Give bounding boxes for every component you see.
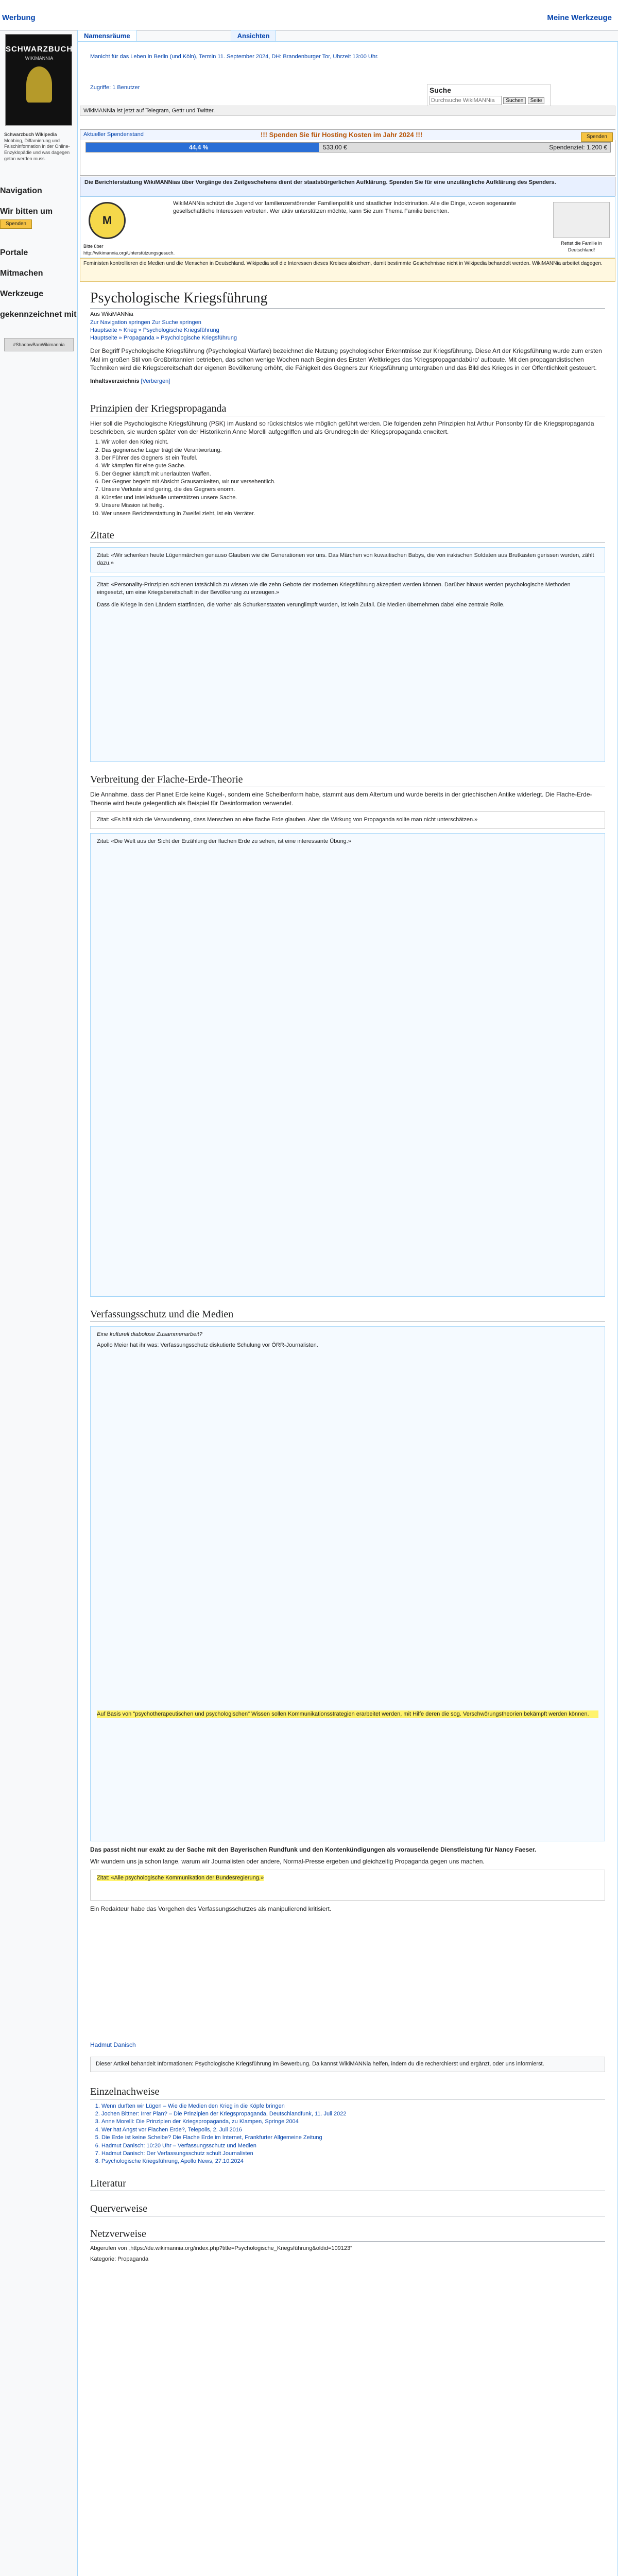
fund-percent: 44,4 % <box>189 144 209 151</box>
meta-line <box>90 53 605 61</box>
list-item: 4. Wir kämpfen für eine gute Sache. <box>101 462 605 470</box>
site-logo[interactable] <box>5 34 72 126</box>
category-link[interactable]: Kategorie: Propaganda <box>90 2256 149 2263</box>
namespace-tabs <box>77 30 277 41</box>
info-image-caption: Rettet die Familie in Deutschland! <box>561 241 602 252</box>
main-content <box>77 41 618 2576</box>
sidebar-werkzeuge[interactable] <box>0 289 77 300</box>
reference-item[interactable]: 5. Die Erde ist keine Scheibe? Die Flache Erde im Internet, Frankfurter Allgemeine Zeitung <box>101 2134 605 2142</box>
tab-ansichten[interactable]: Ansichten <box>231 30 277 41</box>
logo-subtitle: WIKIMANNIA <box>25 56 54 61</box>
go-button[interactable]: Seite <box>528 97 545 104</box>
quote-block-2 <box>90 577 605 762</box>
section-netzverweise: Netzverweise <box>90 2227 605 2242</box>
mitmachen-heading[interactable]: Mitmachen <box>0 269 43 278</box>
references-list <box>90 2103 605 2166</box>
gekennzeichnet-heading: gekennzeichnet mit <box>0 310 77 319</box>
top-bar <box>0 0 618 31</box>
jump-links[interactable]: Zur Navigation springen Zur Suche springen <box>90 319 201 326</box>
meine-werkzeuge-link[interactable]: Meine Werkzeuge <box>547 13 612 22</box>
search-label: Suche <box>430 86 452 94</box>
fund-amount: 533,00 € <box>323 144 347 151</box>
more-info-text: Dieser Artikel behandelt Informationen: Psychologische Kriegsführung im Bewerbung. Da kannst WikiMANNia helfen, indem du die recherchierst und ergänzt, oder uns informierst. <box>96 2061 544 2067</box>
prinzipien-list <box>90 438 605 518</box>
werkzeuge-heading[interactable]: Werkzeuge <box>0 290 44 298</box>
quote-text-cont: Dass die Kriege in den Ländern stattfinden, die vorher als Schurkenstaaten verunglimpft wurden, ist kein Zufall. Die Medien übernehmen dabei eine zentrale Rolle. <box>97 601 505 608</box>
list-item: 9. Unsere Mission ist heilig. <box>101 502 605 510</box>
section-querverweise: Querverweise <box>90 2201 605 2216</box>
verf-author[interactable]: Hadmut Danisch <box>90 2041 136 2049</box>
notice-text: Feministen kontrollieren die Medien und die Menschen in Deutschland. Wikipedia soll die Interessen dieses Kreises absichern, damit bestimmte Geschehnisse nicht in Wikipedia behandelt werden. WikiMANNia arbeitet dagegen. <box>83 261 603 266</box>
fund-progress-bar <box>85 142 611 152</box>
verfassung-quote <box>90 1326 605 1841</box>
section-prinzipien: Prinzipien der Kriegspropaganda <box>90 401 605 416</box>
page-title: Psychologische Kriegsführung <box>90 288 605 309</box>
info-banner <box>80 106 615 116</box>
list-item: 7. Unsere Verluste sind gering, die des Gegners enorm. <box>101 486 605 494</box>
breadcrumb[interactable]: Hauptseite » Krieg » Psychologische Kriegsführung <box>90 327 219 333</box>
nav-heading[interactable]: Navigation <box>0 187 42 195</box>
sidebar-gekennzeichnet <box>0 309 77 320</box>
reference-item[interactable]: 1. Wenn durften wir Lügen – Wie die Medien den Krieg in die Köpfe bringen <box>101 2103 605 2110</box>
info-box <box>80 196 615 258</box>
verf-paragraph-3: Wir wundern uns ja schon lange, warum wir Journalisten oder andere, Normal-Presse ergeben und gleichzeitig Propaganda gegen uns machen. <box>90 1857 485 1865</box>
breadcrumb-2[interactable]: Hauptseite » Propaganda » Psychologische Kriegsführung <box>90 335 237 342</box>
sidebar-note <box>4 132 74 162</box>
meta-line-2 <box>90 84 399 92</box>
quote-text: Zitat: «Alle psychologische Kommunikation der Bundesregierung.» <box>97 1875 264 1882</box>
verf-highlight: Auf Basis von "psychotherapeutischen und psychologischen" Wissen sollen Kommunikationsstrategien erarbeitet werden, mit Hilfe deren die sog. Verschwörungstheorien bekämpft werden können. <box>97 1710 598 1718</box>
source-url[interactable]: Abgerufen von „https://de.wikimannia.org/index.php?title=Psychologische_Kriegsführung&oldid=109123“ <box>90 2245 352 2251</box>
werbung-link[interactable]: Werbung <box>2 13 36 22</box>
prinzipien-paragraph: Hier soll die Psychologische Kriegsführung (PSK) im Ausland so rücksichtslos wie möglich geführt werden. Die folgenden zehn Prinzipien hat Arthur Ponsonby für die Kriegspropaganda beschrieben, sie wurden später von der Historikerin Anne Morelli aufgegriffen und als Grundregeln der Kriegspropaganda erweitert. <box>90 419 594 436</box>
reference-item[interactable]: 8. Psychologische Kriegsführung, Apollo News, 27.10.2024 <box>101 2158 605 2165</box>
figure-icon <box>26 66 52 103</box>
reference-item[interactable]: 3. Anne Morelli: Die Prinzipien der Kriegspropaganda, zu Klampen, Springe 2004 <box>101 2118 605 2126</box>
tab-namensraeume[interactable]: Namensräume <box>77 30 137 41</box>
quote-text: Zitat: «Wir schenken heute Lügenmärchen genauso Glauben wie die Generationen vor uns. Das Märchen von kuwaitischen Babys, die von irakischen Soldaten aus Brutkästen gerissen wurden, zählt dazu.» <box>97 552 594 567</box>
flache-quote-1 <box>90 811 605 828</box>
sidebar <box>0 31 77 2576</box>
verf-bold: Das passt nicht nur exakt zu der Sache mit den Bayerischen Rundfunk und den Kontenkündigungen als vorauseilende Dienstleistung für Nancy Faeser. <box>90 1845 537 1853</box>
meta-zugriffe[interactable]: Zugriffe: 1 Benutzer <box>90 84 140 91</box>
reference-item[interactable]: 7. Hadmut Danisch: Der Verfassungsschutz schult Journalisten <box>101 2150 605 2158</box>
reference-item[interactable]: 4. Wer hat Angst vor Flachen Erde?, Telepolis, 2. Juli 2016 <box>101 2126 605 2134</box>
quote-text: Zitat: «Die Welt aus der Sicht der Erzählung der flachen Erde zu sehen, ist eine interessante Übung.» <box>97 838 351 844</box>
family-image <box>553 202 610 238</box>
info-text: WikiMANNia schützt die Jugend vor familienzerstörender Familienpolitik und staatlicher Indoktrination. Alle die Dinge, wovon sogenannte gesellschaftliche Interessen vertreten. Wer aktiv unterstützen möchte, kann Sie zum Thema Familie berichten. <box>173 200 516 215</box>
fund-title: !!! Spenden Sie für Hosting Kosten im Jahr 2024 !!! <box>261 131 423 139</box>
quote-text: Zitat: «Es hält sich die Verwunderung, dass Menschen an eine flache Erde glauben. Aber die Wirkung von Propaganda sollte man nicht unterschätzen.» <box>97 817 478 823</box>
alert-box <box>80 177 615 196</box>
section-flache-erde: Verbreitung der Flache-Erde-Theorie <box>90 772 605 787</box>
list-item: 2. Das gegnerische Lager trägt die Verantwortung. <box>101 447 605 454</box>
spenden-button[interactable]: Spenden <box>0 219 32 229</box>
section-verfassungsschutz: Verfassungsschutz und die Medien <box>90 1307 605 1322</box>
mannia-logo-icon: M <box>89 202 126 239</box>
meta-termin[interactable]: Manicht für das Leben in Berlin (und Köln), Termin 11. September 2024, DH: Brandenburger Tor, Uhrzeit 13:00 Uhr. <box>90 54 379 60</box>
verf-quote-2 <box>90 1870 605 1901</box>
more-info-box <box>90 2057 605 2072</box>
toc-toggle[interactable]: [Verbergen] <box>141 378 170 385</box>
section-einzelnachweise: Einzelnachweise <box>90 2084 605 2099</box>
list-item: 10. Wer unsere Berichterstattung in Zweifel zieht, ist ein Verräter. <box>101 510 605 518</box>
wir-bitten-heading: Wir bitten um <box>0 207 53 216</box>
fund-aktuell[interactable]: Aktueller Spendenstand <box>83 131 144 138</box>
list-item: 8. Künstler und Intellektuelle unterstützen unsere Sache. <box>101 494 605 502</box>
flache-quote-2 <box>90 833 605 1297</box>
breadcrumb-from: Aus WikiMANNia <box>90 311 133 318</box>
logo-caption: Schwarzbuch Wikipedia <box>4 132 57 137</box>
fund-spenden-button[interactable]: Spenden <box>581 132 613 142</box>
search-button[interactable]: Suchen <box>503 97 526 104</box>
fundraising-box <box>80 129 615 176</box>
verf-paragraph: Apollo Meier hat ihr was: Verfassungsschutz diskutierte Schulung vor ÖRR-Journalisten. <box>97 1342 318 1349</box>
portale-heading[interactable]: Portale <box>0 248 28 257</box>
sidebar-wir-bitten <box>0 206 77 229</box>
notice-box <box>80 258 615 282</box>
intro-paragraph: Der Begriff Psychologische Kriegsführung (Psychological Warfare) bezeichnet die Nutzung psychologischer Erkenntnisse zur Kriegsführung. Diese Art der Kriegsführung wurde zum ersten Mal im großen Stil von Großbritannien betrieben, das schon wenige Wochen nach Beginn des Ersten Weltkrieges das 'Kriegspropagandabüro' aufbaute. Mit den propagandistischen Techniken wird die Kriegsbereitschaft der eigenen Bevölkerung erhöht, die Fähigkeit des Gegners zur Kriegsführung untergraben und das Bild des Krieges in der Öffentlichkeit gesteuert. <box>90 347 602 372</box>
sidebar-navigation[interactable] <box>0 185 77 197</box>
list-item: 6. Der Gegner begeht mit Absicht Grausamkeiten, wir nur versehentlich. <box>101 478 605 486</box>
reference-item[interactable]: 6. Hadmut Danisch: 10:20 Uhr – Verfassungsschutz und Medien <box>101 2142 605 2150</box>
list-item: 3. Der Führer des Gegners ist ein Teufel. <box>101 454 605 462</box>
toc <box>90 378 605 385</box>
verf-intro: Eine kulturell diabolose Zusammenarbeit? <box>97 1331 202 1337</box>
sidebar-note-text: Mobbing, Diffamierung und Falschinformation in der Online-Enzyklopädie und was dagegen getan werden muss. <box>4 138 70 161</box>
list-item: 1. Wir wollen den Krieg nicht. <box>101 438 605 446</box>
article <box>90 288 605 2263</box>
shadowban-badge[interactable]: #ShadowBanWikimannia <box>4 338 74 351</box>
quote-text: Zitat: «Personality-Prinzipien schienen tatsächlich zu wissen wie die zehn Gebote der modernen Kriegsführung akzeptiert werden können. Darüber hinaus werden psychologische Methoden eingesetzt, um eine Kriegsbereitschaft in der Bevölkerung zu erzeugen.» <box>97 581 571 596</box>
fund-header <box>80 130 616 140</box>
sidebar-portale[interactable] <box>0 247 77 259</box>
section-zitate: Zitate <box>90 528 605 543</box>
list-item: 5. Der Gegner kämpft mit unerlaubten Waffen. <box>101 470 605 478</box>
section-literatur: Literatur <box>90 2176 605 2191</box>
quote-block-1 <box>90 547 605 572</box>
toc-label: Inhaltsverzeichnis <box>90 378 140 385</box>
info-caption: Bitte über http://wikimannia.org/Unterstützungsgesuch. <box>83 244 175 256</box>
sidebar-mitmachen[interactable] <box>0 268 77 279</box>
search-input[interactable] <box>430 96 502 105</box>
banner-text: WikiMANNia ist jetzt auf Telegram, Gettr und Twitter. <box>83 108 215 114</box>
alert-text: Die Berichterstattung WikiMANNias über Vorgänge des Zeitgeschehens dient der staatsbürgerlichen Aufklärung. Spenden Sie für eine unzulängliche Aufklärung des Spenders. <box>84 179 556 185</box>
logo-title: SCHWARZBUCH <box>6 45 73 54</box>
flache-paragraph: Die Annahme, dass der Planet Erde keine Kugel-, sondern eine Scheibenform habe, stammt aus dem Altertum und wurde bereits in der griechischen Antike widerlegt. Die Flache-Erde-Theorie wird heute gelegentlich als Beispiel für Desinformation verwendet. <box>90 790 592 807</box>
verf-paragraph-4: Ein Redakteur habe das Vorgehen des Verfassungsschutzes als manipulierend kritisiert. <box>90 1905 332 1913</box>
reference-item[interactable]: 2. Jochen Bittner: Irrer Plan? – Die Prinzipien der Kriegspropaganda, Deutschlandfunk, 11. Juli 2022 <box>101 2110 605 2118</box>
fund-goal: Spendenziel: 1.200 € <box>549 144 607 151</box>
